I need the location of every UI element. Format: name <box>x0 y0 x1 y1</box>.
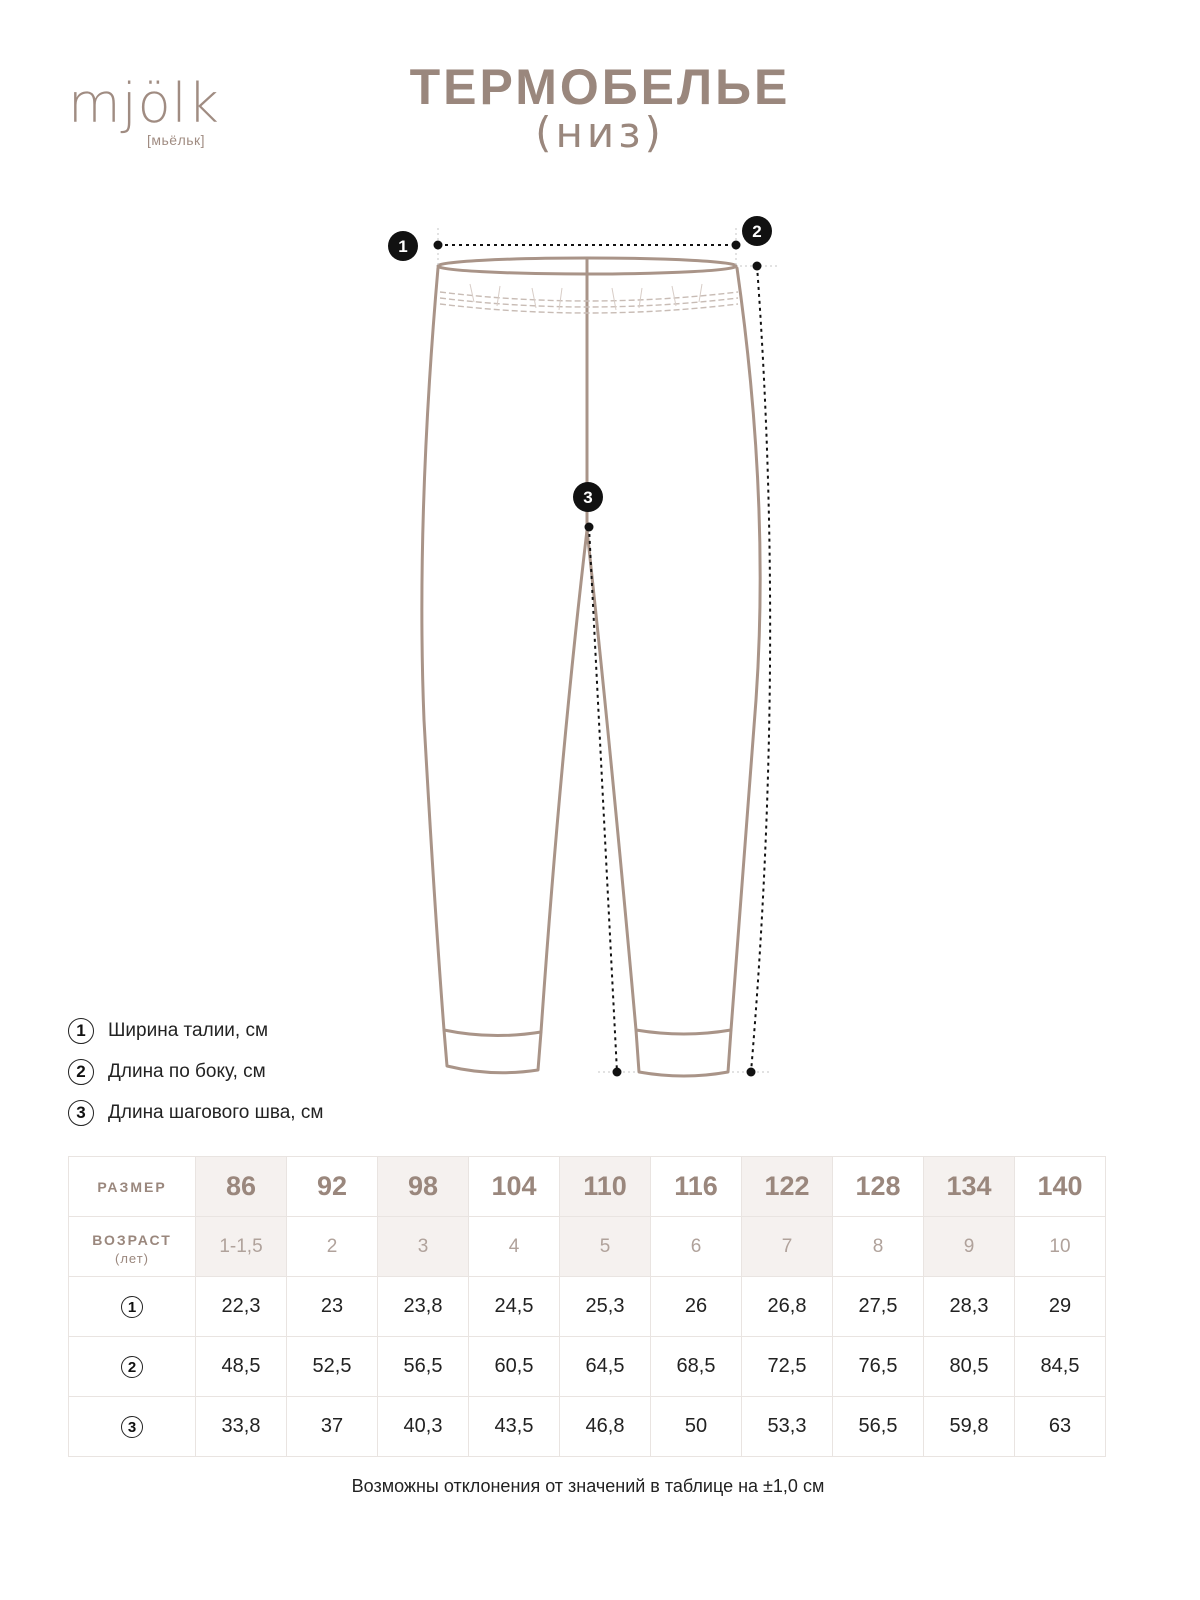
value-cell: 53,3 <box>742 1397 833 1457</box>
size-table <box>68 1156 1106 1457</box>
size-cell: 98 <box>378 1157 469 1217</box>
row-badge: 1 <box>121 1296 143 1318</box>
marker-2 <box>742 216 772 246</box>
value-cell: 48,5 <box>196 1337 287 1397</box>
size-row-label-cell <box>69 1157 196 1217</box>
page-title: ТЕРМОБЕЛЬЕ <box>409 59 791 115</box>
marker-1-label: 1 <box>398 237 408 256</box>
value-cell: 68,5 <box>651 1337 742 1397</box>
measure-endpoints <box>434 241 762 1077</box>
tolerance-note: Возможны отклонения от значений в таблице на ±1,0 см <box>351 1476 825 1496</box>
size-cell: 122 <box>742 1157 833 1217</box>
table-row-inseam <box>69 1397 1106 1457</box>
row-badge: 2 <box>121 1356 143 1378</box>
row-badge: 3 <box>121 1416 143 1438</box>
age-cell: 6 <box>651 1217 742 1277</box>
marker-3-label: 3 <box>583 488 593 507</box>
row-badge-cell <box>69 1277 196 1337</box>
value-cell: 26 <box>651 1277 742 1337</box>
size-cell: 134 <box>924 1157 1015 1217</box>
age-cell: 7 <box>742 1217 833 1277</box>
value-cell: 56,5 <box>833 1397 924 1457</box>
value-cell: 60,5 <box>469 1337 560 1397</box>
table-row-waist <box>69 1277 1106 1337</box>
value-cell: 23,8 <box>378 1277 469 1337</box>
age-row-label: ВОЗРАСТ <box>92 1231 172 1248</box>
legend-label: Ширина талии, см <box>108 1019 269 1041</box>
legend-item <box>68 1010 323 1051</box>
measure-lines <box>438 245 770 1072</box>
value-cell: 64,5 <box>560 1337 651 1397</box>
age-cell: 1-1,5 <box>196 1217 287 1277</box>
value-cell: 40,3 <box>378 1397 469 1457</box>
value-cell: 23 <box>287 1277 378 1337</box>
table-row-age <box>69 1217 1106 1277</box>
value-cell: 27,5 <box>833 1277 924 1337</box>
marker-1 <box>388 231 418 261</box>
age-cell: 4 <box>469 1217 560 1277</box>
table-row-side-length <box>69 1337 1106 1397</box>
logo-transliteration: [мьёльк] <box>147 132 206 148</box>
size-row-label: РАЗМЕР <box>97 1179 167 1195</box>
size-cell: 86 <box>196 1157 287 1217</box>
legend-label: Длина по боку, см <box>108 1060 266 1082</box>
age-cell: 3 <box>378 1217 469 1277</box>
value-cell: 80,5 <box>924 1337 1015 1397</box>
value-cell: 43,5 <box>469 1397 560 1457</box>
size-cell: 140 <box>1015 1157 1106 1217</box>
value-cell: 59,8 <box>924 1397 1015 1457</box>
age-row-unit: (лет) <box>115 1250 149 1266</box>
row-badge-cell <box>69 1337 196 1397</box>
value-cell: 84,5 <box>1015 1337 1106 1397</box>
age-cell: 9 <box>924 1217 1015 1277</box>
value-cell: 33,8 <box>196 1397 287 1457</box>
marker-2-label: 2 <box>752 222 762 241</box>
size-cell: 128 <box>833 1157 924 1217</box>
age-row-label-cell <box>69 1217 196 1277</box>
value-cell: 50 <box>651 1397 742 1457</box>
value-cell: 63 <box>1015 1397 1106 1457</box>
table-row-size <box>69 1157 1106 1217</box>
value-cell: 28,3 <box>924 1277 1015 1337</box>
marker-3 <box>573 482 603 512</box>
value-cell: 56,5 <box>378 1337 469 1397</box>
legend-item <box>68 1092 323 1133</box>
age-cell: 8 <box>833 1217 924 1277</box>
legend-badge: 2 <box>68 1059 94 1085</box>
size-cell: 116 <box>651 1157 742 1217</box>
age-cell: 2 <box>287 1217 378 1277</box>
value-cell: 37 <box>287 1397 378 1457</box>
size-cell: 110 <box>560 1157 651 1217</box>
value-cell: 46,8 <box>560 1397 651 1457</box>
waistband-stitching <box>440 292 738 313</box>
value-cell: 76,5 <box>833 1337 924 1397</box>
value-cell: 26,8 <box>742 1277 833 1337</box>
legend-badge: 1 <box>68 1018 94 1044</box>
size-cell: 92 <box>287 1157 378 1217</box>
value-cell: 29 <box>1015 1277 1106 1337</box>
age-cell: 10 <box>1015 1217 1106 1277</box>
value-cell: 25,3 <box>560 1277 651 1337</box>
guide-lines <box>438 228 780 1072</box>
value-cell: 24,5 <box>469 1277 560 1337</box>
legend-label: Длина шагового шва, см <box>108 1101 324 1123</box>
legend-item <box>68 1051 323 1092</box>
row-badge-cell <box>69 1397 196 1457</box>
size-cell: 104 <box>469 1157 560 1217</box>
measurement-legend <box>68 1010 323 1133</box>
age-cell: 5 <box>560 1217 651 1277</box>
pants-outline <box>422 258 760 1076</box>
value-cell: 72,5 <box>742 1337 833 1397</box>
value-cell: 22,3 <box>196 1277 287 1337</box>
logo-wordmark: mjölk <box>68 72 220 135</box>
value-cell: 52,5 <box>287 1337 378 1397</box>
page-subtitle: (низ) <box>535 108 665 157</box>
legend-badge: 3 <box>68 1100 94 1126</box>
